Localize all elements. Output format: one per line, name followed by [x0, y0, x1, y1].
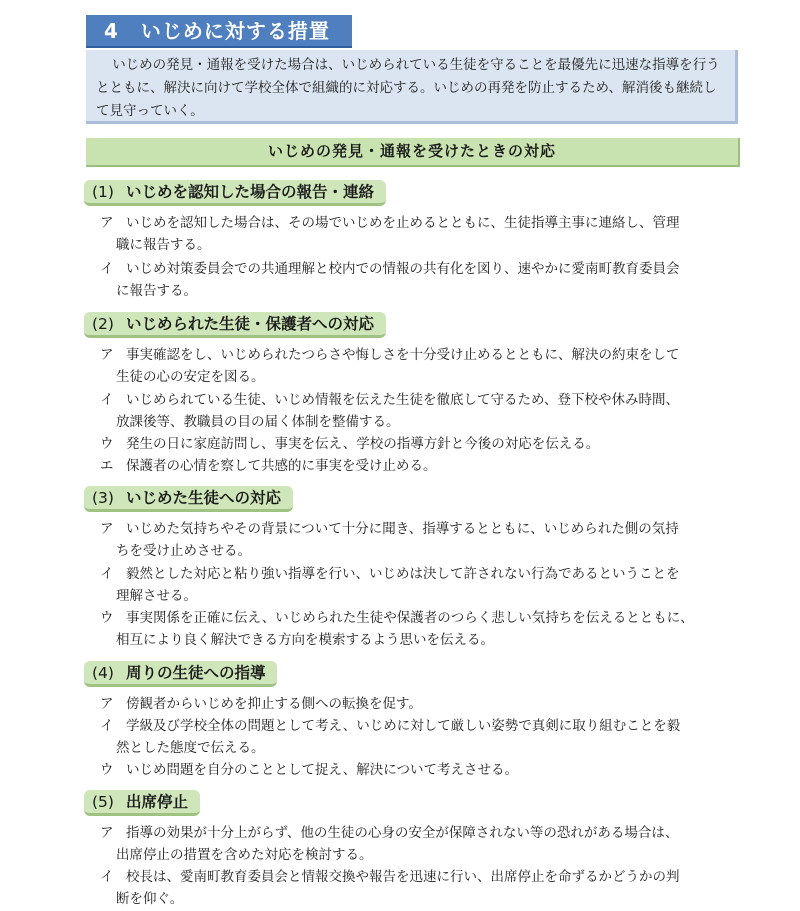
section-heading-4: [84, 661, 277, 687]
item-text: いじめを認知した場合は、その場でいじめを止めるとともに、生徒指導主事に連絡し、管理: [126, 215, 680, 231]
section-number: (1): [92, 183, 114, 201]
item-text-cont: 出席停止の措置を含めた対応を検討する。: [116, 847, 373, 863]
item-text-cont: 放課後等、教職員の目の届く体制を整備する。: [116, 414, 400, 430]
item-text: 毅然とした対応と粘り強い指導を行い、いじめは決して許されない行為であるということを: [126, 566, 680, 582]
response-banner: いじめの発見・通報を受けたときの対応: [86, 138, 740, 167]
section-heading-text: 周りの生徒への指導: [125, 664, 266, 682]
list-item: [100, 258, 740, 302]
item-text: 校長は、愛南町教育委員会と情報交換や報告を迅速に行い、出席停止を命ずるかどうかの判: [126, 869, 680, 885]
list-item: [100, 389, 740, 433]
intro-box: [86, 50, 738, 124]
item-text: いじめた気持ちやその背景について十分に聞き、指導するとともに、いじめられた側の気持: [126, 521, 679, 537]
item-text-cont: 理解させる。: [116, 588, 197, 604]
list-item: [100, 563, 740, 607]
section-heading-text: いじめを認知した場合の報告・連絡: [125, 183, 374, 201]
list-item: [100, 715, 740, 759]
item-mark: ウ: [100, 436, 114, 452]
item-mark: ア: [100, 521, 114, 537]
section-heading-text: いじめた生徒への対応: [125, 489, 281, 507]
item-text-cont: 職に報告する。: [116, 237, 211, 253]
intro-line: も継続して見守っていく。: [96, 80, 717, 119]
list-item: [100, 212, 740, 256]
section-number: (3): [92, 489, 114, 507]
list-item: [100, 822, 740, 866]
item-mark: イ: [100, 392, 114, 408]
item-mark: ア: [100, 215, 114, 231]
item-text-cont: 相互により良く解決できる方向を模索するよう思いを伝える。: [116, 632, 494, 648]
list-item: [100, 607, 740, 651]
list-item: [100, 693, 740, 715]
list-item: [100, 866, 740, 910]
intro-line: いじめの発見・通報を受けた場合は、いじめられている生徒を守ることを最優先に迅速な指導を: [112, 57, 693, 73]
item-mark: イ: [100, 718, 114, 734]
list-item: [100, 518, 740, 562]
item-text: 傍観者からいじめを抑止する側への転換を促す。: [126, 696, 422, 712]
section-heading-3: [84, 486, 293, 512]
section-heading-2: [84, 312, 386, 338]
item-mark: ア: [100, 347, 114, 363]
item-text: いじめ問題を自分のこととして捉え、解決について考えさせる。: [126, 762, 519, 778]
item-text-cont: ちを受け止めさせる。: [116, 543, 251, 559]
section-number: (2): [92, 315, 114, 333]
item-mark: ア: [100, 696, 114, 712]
section-number: (4): [92, 664, 114, 682]
section-title: [86, 15, 352, 48]
section-number: (5): [92, 793, 114, 811]
item-text: 学級及び学校全体の問題として考え、いじめに対して厳しい姿勢で真剣に取り組むことを毅: [126, 718, 681, 734]
item-text: 発生の日に家庭訪問し、事実を伝え、学校の指導方針と今後の対応を伝える。: [126, 436, 600, 452]
item-text-cont: 断を仰ぐ。: [116, 891, 184, 907]
list-item: [100, 344, 740, 388]
item-mark: ウ: [100, 610, 114, 626]
item-text-cont: 生徒の心の安定を図る。: [116, 369, 265, 385]
item-text: 事実関係を正確に伝え、いじめられた生徒や保護者のつらく悲しい気持ちを伝えるとともに、: [126, 610, 694, 626]
section-title-number: 4: [104, 19, 119, 43]
item-text: いじめ対策委員会での共通理解と校内での情報の共有化を図り、速やかに愛南町教育委員会: [126, 261, 680, 277]
list-item: [100, 433, 740, 455]
section-heading-1: [84, 180, 386, 206]
item-mark: イ: [100, 566, 114, 582]
item-mark: ア: [100, 825, 114, 841]
section-title-text: いじめに対する措置: [140, 19, 330, 43]
item-text: 保護者の心情を察して共感的に事実を受け止める。: [126, 458, 437, 474]
item-text: 事実確認をし、いじめられたつらさや悔しさを十分受け止めるとともに、解決の約束をして: [126, 347, 680, 363]
item-text: いじめられている生徒、いじめ情報を伝えた生徒を徹底して守るため、登下校や休み時間、: [126, 392, 679, 408]
list-item: [100, 455, 740, 477]
item-mark: ウ: [100, 762, 114, 778]
item-mark: イ: [100, 261, 114, 277]
item-mark: イ: [100, 869, 114, 885]
item-mark: エ: [100, 458, 114, 474]
intro-line: 行うとともに、解決に向けて学校全体で組織的に対応する。いじめの再発を防止するため、解消後: [96, 57, 720, 96]
section-heading-text: いじめられた生徒・保護者への対応: [125, 315, 374, 333]
section-heading-text: 出席停止: [125, 793, 188, 811]
item-text: 指導の効果が十分上がらず、他の生徒の心身の安全が保障されない等の恐れがある場合は、: [126, 825, 679, 841]
item-text-cont: に報告する。: [116, 283, 197, 299]
item-text-cont: 然とした態度で伝える。: [116, 740, 265, 756]
section-heading-5: [84, 790, 200, 816]
list-item: [100, 759, 740, 781]
